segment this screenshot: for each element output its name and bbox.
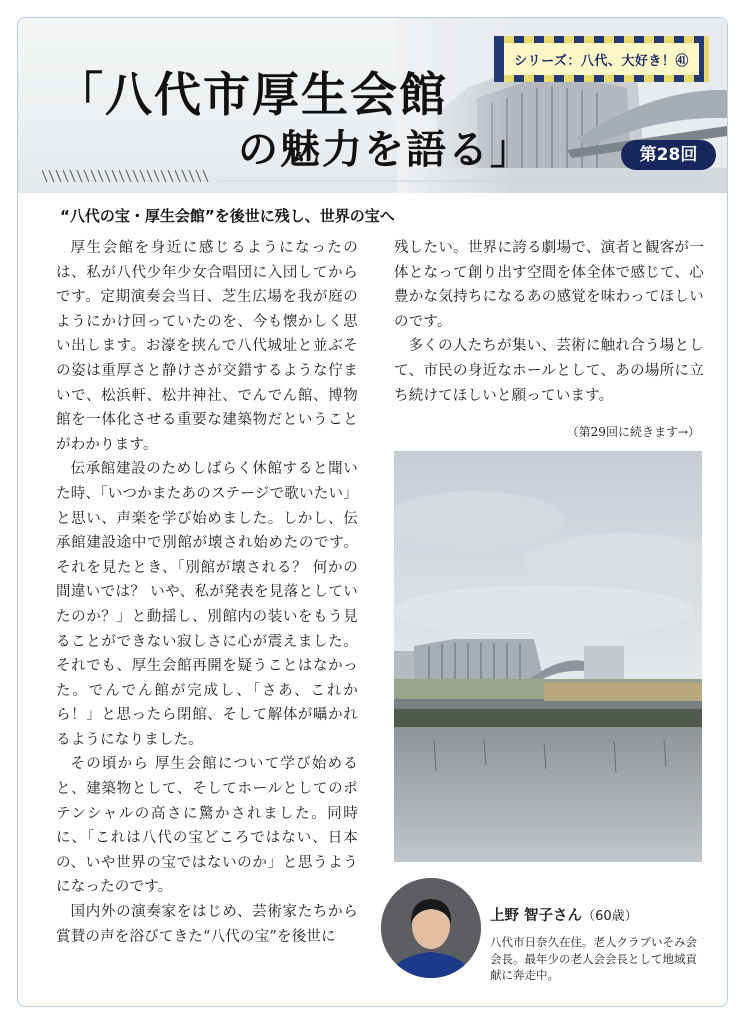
paragraph: 厚生会館を身近に感じるようになったのは、私が八代少年少女合唱団に入団してからです。定期演奏会当日、芝生広場を我が庭のようにかけ回っていたのを、今も懐かしく思い出します。お濠を挟んで八代城址と並ぶその姿は重厚さと静けさが交錯するような佇まいで、松浜軒、松井神社、でんでん館、博物館を一体化させる重要な建築物だということがわかります。 [56,240,358,453]
body-column-right [394,236,704,408]
hall-photo [394,451,702,862]
paragraph: 国内外の演奏家をはじめ、芸術家たちから賞賛の声を浴びてきた“八代の宝”を後世に [56,904,358,945]
paragraph: 多くの人たちが集い、芸術に触れ合う場として、市民の身近なホールとして、あの場所に立ち続けてほしいと願っています。 [394,338,704,404]
author-name [490,904,638,925]
author-description: 八代市日奈久在住。老人クラブいそみ会会長。最年少の老人会会長として地域貢献に奔走中。 [490,935,697,982]
author-name-text: 上野 智子さん [490,908,583,924]
title-line-1: 「八代市厚生会館 [56,68,448,123]
author-age: （60歳） [582,909,638,924]
subheading: “八代の宝・厚生会館”を後世に残し、世界の宝へ [60,207,395,225]
author-portrait [381,878,481,978]
series-banner [494,36,709,82]
body-column-left [56,236,358,949]
header [18,18,727,193]
paragraph: 伝承館建設のためしばらく休館すると聞いた時、「いつかまたあのステージで歌いたい」と思い、声楽を学び始めました。しかし、伝承館建設途中で別館が壊され始めたのです。それを見たとき、「別館が壊される？ 何かの間違いでは？ いや、私が発表を見落としていたのか？」と動揺し、別館内の装いをもう見ることができない寂しさに心が震えました。それでも、厚生会館再開を疑うことはなかった。でんでん館が完成し、「さあ、これから！」と思ったら閉館、そして解体が囁かれるようになりました。 [56,461,358,748]
series-label: シリーズ：八代、大好き！㊶ [504,43,699,75]
episode-badge: 第28回 [621,140,716,170]
title-line-2: の魅力を語る」 [238,126,532,173]
paragraph: 残したい。世界に誇る劇場で、演者と観客が一体となって創り出す空間を体全体で感じて、心豊かな気持ちになるあの感覚を味わってほしいのです。 [394,240,704,330]
slash-divider [42,170,707,182]
paragraph: その頃から 厚生会館について学び始めると、建築物として、そしてホールとしてのポテンシャルの高さに驚かされました。同時に、「これは八代の宝どころではない、日本の、いや世界の宝ではないのか」と思うようになったのです。 [56,756,358,896]
continued-note: （第29回に続きます→） [566,425,700,439]
